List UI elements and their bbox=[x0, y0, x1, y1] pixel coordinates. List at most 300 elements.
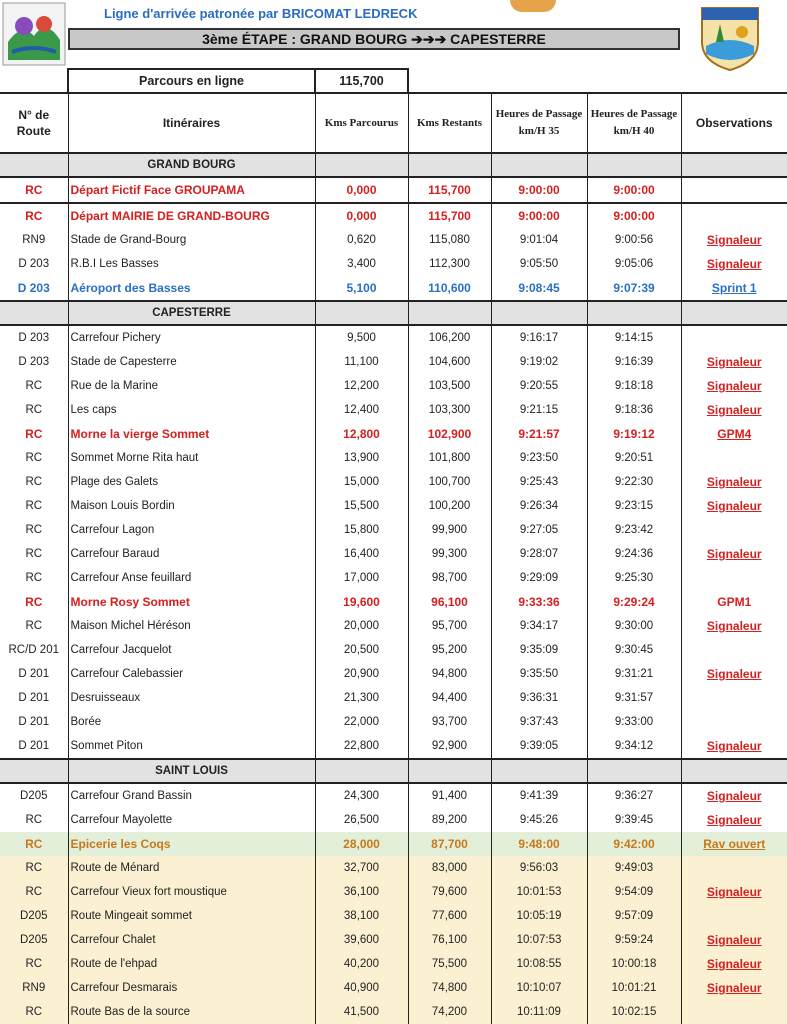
observation-cell bbox=[681, 638, 787, 662]
time-35-cell: 9:08:45 bbox=[491, 276, 587, 301]
observation-label: Signaleur bbox=[706, 981, 762, 995]
itinerary-cell: Sommet Morne Rita haut bbox=[68, 446, 315, 470]
table-row bbox=[0, 203, 787, 228]
route-cell: D205 bbox=[0, 928, 68, 952]
observation-cell bbox=[681, 808, 787, 832]
time-35-cell: 9:29:09 bbox=[491, 566, 587, 590]
time-35-cell: 9:34:17 bbox=[491, 614, 587, 638]
observation-label: Signaleur bbox=[706, 403, 762, 417]
time-35-cell: 9:35:09 bbox=[491, 638, 587, 662]
route-cell: D 203 bbox=[0, 276, 68, 301]
stage-title: 3ème ÉTAPE : GRAND BOURG ➔➔➔ CAPESTERRE bbox=[68, 28, 680, 50]
kms-restants-cell: 98,700 bbox=[408, 566, 491, 590]
itinerary-cell: Les caps bbox=[68, 398, 315, 422]
time-35-cell: 10:10:07 bbox=[491, 976, 587, 1000]
time-40-cell: 9:07:39 bbox=[587, 276, 681, 301]
itinerary-cell: Carrefour Lagon bbox=[68, 518, 315, 542]
observation-cell bbox=[681, 276, 787, 301]
observation-cell bbox=[681, 710, 787, 734]
kms-restants-cell: 115,700 bbox=[408, 203, 491, 228]
observation-label: Sprint 1 bbox=[711, 281, 757, 295]
observation-label: Signaleur bbox=[706, 813, 762, 827]
route-cell: RC bbox=[0, 494, 68, 518]
itinerary-cell: Carrefour Vieux fort moustique bbox=[68, 880, 315, 904]
route-cell: RC bbox=[0, 832, 68, 856]
route-cell: RN9 bbox=[0, 228, 68, 252]
time-40-cell: 9:00:56 bbox=[587, 228, 681, 252]
time-40-cell: 10:00:18 bbox=[587, 952, 681, 976]
route-cell: RC bbox=[0, 518, 68, 542]
time-35-cell: 9:21:57 bbox=[491, 422, 587, 446]
kms-restants-cell: 115,700 bbox=[408, 177, 491, 203]
itinerary-cell: Route Mingeait sommet bbox=[68, 904, 315, 928]
observation-label: Signaleur bbox=[706, 499, 762, 513]
observation-label: Signaleur bbox=[706, 379, 762, 393]
section-name: SAINT LOUIS bbox=[68, 759, 315, 783]
kms-restants-cell: 76,100 bbox=[408, 928, 491, 952]
route-cell: RC/D 201 bbox=[0, 638, 68, 662]
time-35-cell: 9:28:07 bbox=[491, 542, 587, 566]
table-row bbox=[0, 904, 787, 928]
observation-cell bbox=[681, 566, 787, 590]
parcours-value: 115,700 bbox=[315, 69, 408, 93]
table-row bbox=[0, 494, 787, 518]
route-cell: D 201 bbox=[0, 686, 68, 710]
observation-cell bbox=[681, 177, 787, 203]
kms-restants-cell: 96,100 bbox=[408, 590, 491, 614]
observation-cell bbox=[681, 350, 787, 374]
observation-cell bbox=[681, 518, 787, 542]
time-35-cell: 9:19:02 bbox=[491, 350, 587, 374]
observation-cell bbox=[681, 374, 787, 398]
route-cell: RC bbox=[0, 542, 68, 566]
kms-restants-cell: 83,000 bbox=[408, 856, 491, 880]
observation-cell bbox=[681, 252, 787, 276]
kms-parcourus-cell: 9,500 bbox=[315, 325, 408, 350]
kms-restants-cell: 94,800 bbox=[408, 662, 491, 686]
itinerary-cell: Carrefour Calebassier bbox=[68, 662, 315, 686]
route-cell: RC bbox=[0, 808, 68, 832]
time-35-cell: 9:41:39 bbox=[491, 783, 587, 808]
kms-parcourus-cell: 32,700 bbox=[315, 856, 408, 880]
time-40-cell: 9:31:21 bbox=[587, 662, 681, 686]
itinerary-cell: Borée bbox=[68, 710, 315, 734]
time-40-cell: 9:39:45 bbox=[587, 808, 681, 832]
kms-restants-cell: 75,500 bbox=[408, 952, 491, 976]
kms-restants-cell: 74,200 bbox=[408, 1000, 491, 1024]
kms-restants-cell: 93,700 bbox=[408, 710, 491, 734]
route-cell: RC bbox=[0, 590, 68, 614]
col-route-no: N° de Route bbox=[0, 93, 68, 153]
time-35-cell: 9:20:55 bbox=[491, 374, 587, 398]
table-row bbox=[0, 1000, 787, 1024]
kms-restants-cell: 110,600 bbox=[408, 276, 491, 301]
route-cell: RC bbox=[0, 880, 68, 904]
observation-label: Signaleur bbox=[706, 547, 762, 561]
itinerary-cell: Desruisseaux bbox=[68, 686, 315, 710]
kms-parcourus-cell: 15,800 bbox=[315, 518, 408, 542]
kms-parcourus-cell: 12,200 bbox=[315, 374, 408, 398]
observation-label: Signaleur bbox=[706, 619, 762, 633]
parcours-label: Parcours en ligne bbox=[68, 69, 315, 93]
time-40-cell: 9:30:00 bbox=[587, 614, 681, 638]
itinerary-cell: Carrefour Grand Bassin bbox=[68, 783, 315, 808]
kms-parcourus-cell: 22,000 bbox=[315, 710, 408, 734]
time-40-cell: 9:14:15 bbox=[587, 325, 681, 350]
section-header bbox=[0, 153, 787, 177]
kms-parcourus-cell: 40,900 bbox=[315, 976, 408, 1000]
kms-parcourus-cell: 19,600 bbox=[315, 590, 408, 614]
route-cell: D205 bbox=[0, 904, 68, 928]
sponsor-line: Ligne d'arrivée patronée par BRICOMAT LEDRECK bbox=[104, 6, 418, 21]
observation-cell bbox=[681, 422, 787, 446]
kms-restants-cell: 104,600 bbox=[408, 350, 491, 374]
observation-label: Signaleur bbox=[706, 885, 762, 899]
kms-restants-cell: 115,080 bbox=[408, 228, 491, 252]
time-35-cell: 9:26:34 bbox=[491, 494, 587, 518]
time-40-cell: 9:31:57 bbox=[587, 686, 681, 710]
route-cell: RC bbox=[0, 446, 68, 470]
itinerary-cell: Morne Rosy Sommet bbox=[68, 590, 315, 614]
observation-cell bbox=[681, 662, 787, 686]
kms-parcourus-cell: 17,000 bbox=[315, 566, 408, 590]
observation-cell bbox=[681, 856, 787, 880]
table-row bbox=[0, 808, 787, 832]
kms-restants-cell: 100,200 bbox=[408, 494, 491, 518]
route-cell: D 203 bbox=[0, 325, 68, 350]
observation-label: Rav ouvert bbox=[703, 837, 766, 851]
table-row bbox=[0, 350, 787, 374]
itinerary-cell: Aéroport des Basses bbox=[68, 276, 315, 301]
table-row bbox=[0, 325, 787, 350]
time-40-cell: 9:34:12 bbox=[587, 734, 681, 759]
kms-parcourus-cell: 0,000 bbox=[315, 177, 408, 203]
kms-parcourus-cell: 0,620 bbox=[315, 228, 408, 252]
kms-restants-cell: 103,300 bbox=[408, 398, 491, 422]
time-35-cell: 9:00:00 bbox=[491, 177, 587, 203]
itinerary-cell: Stade de Capesterre bbox=[68, 350, 315, 374]
time-35-cell: 9:25:43 bbox=[491, 470, 587, 494]
time-40-cell: 9:05:06 bbox=[587, 252, 681, 276]
route-cell: D 201 bbox=[0, 710, 68, 734]
table-row bbox=[0, 252, 787, 276]
observation-cell bbox=[681, 734, 787, 759]
observation-cell bbox=[681, 783, 787, 808]
kms-restants-cell: 99,300 bbox=[408, 542, 491, 566]
time-40-cell: 9:20:51 bbox=[587, 446, 681, 470]
observation-cell bbox=[681, 880, 787, 904]
observation-cell bbox=[681, 203, 787, 228]
itinerary-cell: Route de l'ehpad bbox=[68, 952, 315, 976]
kms-restants-cell: 102,900 bbox=[408, 422, 491, 446]
table-row bbox=[0, 952, 787, 976]
section-header bbox=[0, 759, 787, 783]
observation-label: Signaleur bbox=[706, 957, 762, 971]
kms-restants-cell: 92,900 bbox=[408, 734, 491, 759]
kms-restants-cell: 77,600 bbox=[408, 904, 491, 928]
route-cell: D 201 bbox=[0, 734, 68, 759]
observation-label: Signaleur bbox=[706, 789, 762, 803]
kms-restants-cell: 106,200 bbox=[408, 325, 491, 350]
table-row bbox=[0, 446, 787, 470]
observation-cell bbox=[681, 1000, 787, 1024]
kms-parcourus-cell: 11,100 bbox=[315, 350, 408, 374]
time-35-cell: 9:05:50 bbox=[491, 252, 587, 276]
itinerary-cell: Carrefour Mayolette bbox=[68, 808, 315, 832]
time-40-cell: 9:24:36 bbox=[587, 542, 681, 566]
kms-parcourus-cell: 5,100 bbox=[315, 276, 408, 301]
kms-restants-cell: 79,600 bbox=[408, 880, 491, 904]
event-logo-left bbox=[2, 2, 66, 66]
itinerary-cell: Maison Michel Héréson bbox=[68, 614, 315, 638]
table-row bbox=[0, 734, 787, 759]
time-35-cell: 9:37:43 bbox=[491, 710, 587, 734]
time-40-cell: 10:02:15 bbox=[587, 1000, 681, 1024]
observation-cell bbox=[681, 832, 787, 856]
time-35-cell: 9:33:36 bbox=[491, 590, 587, 614]
kms-parcourus-cell: 13,900 bbox=[315, 446, 408, 470]
table-row bbox=[0, 783, 787, 808]
time-40-cell: 9:57:09 bbox=[587, 904, 681, 928]
observation-cell bbox=[681, 325, 787, 350]
observation-label: Signaleur bbox=[706, 355, 762, 369]
table-row bbox=[0, 662, 787, 686]
kms-parcourus-cell: 24,300 bbox=[315, 783, 408, 808]
kms-parcourus-cell: 39,600 bbox=[315, 928, 408, 952]
kms-parcourus-cell: 28,000 bbox=[315, 832, 408, 856]
itinerary-cell: Rue de la Marine bbox=[68, 374, 315, 398]
route-cell: D205 bbox=[0, 783, 68, 808]
table-row bbox=[0, 374, 787, 398]
route-cell: RC bbox=[0, 566, 68, 590]
col-heures-35: Heures de Passage km/H 35 bbox=[491, 93, 587, 153]
itinerary-cell: Route de Ménard bbox=[68, 856, 315, 880]
kms-restants-cell: 95,700 bbox=[408, 614, 491, 638]
time-35-cell: 10:01:53 bbox=[491, 880, 587, 904]
col-heures-40: Heures de Passage km/H 40 bbox=[587, 93, 681, 153]
observation-cell bbox=[681, 686, 787, 710]
event-crest-logo bbox=[696, 2, 764, 72]
kms-parcourus-cell: 40,200 bbox=[315, 952, 408, 976]
observation-cell bbox=[681, 928, 787, 952]
time-40-cell: 9:54:09 bbox=[587, 880, 681, 904]
col-itineraires: Itinéraires bbox=[68, 93, 315, 153]
route-cell: RC bbox=[0, 1000, 68, 1024]
time-35-cell: 9:23:50 bbox=[491, 446, 587, 470]
time-35-cell: 9:36:31 bbox=[491, 686, 587, 710]
kms-restants-cell: 100,700 bbox=[408, 470, 491, 494]
table-row bbox=[0, 542, 787, 566]
itinerary-cell: Carrefour Jacquelot bbox=[68, 638, 315, 662]
time-35-cell: 9:39:05 bbox=[491, 734, 587, 759]
route-cell: RC bbox=[0, 952, 68, 976]
time-40-cell: 9:36:27 bbox=[587, 783, 681, 808]
kms-restants-cell: 94,400 bbox=[408, 686, 491, 710]
table-row bbox=[0, 614, 787, 638]
time-40-cell: 9:23:42 bbox=[587, 518, 681, 542]
kms-restants-cell: 112,300 bbox=[408, 252, 491, 276]
itinerary-cell: Carrefour Baraud bbox=[68, 542, 315, 566]
table-row bbox=[0, 398, 787, 422]
table-row bbox=[0, 880, 787, 904]
time-35-cell: 10:05:19 bbox=[491, 904, 587, 928]
kms-parcourus-cell: 0,000 bbox=[315, 203, 408, 228]
route-cell: D 203 bbox=[0, 252, 68, 276]
time-40-cell: 9:33:00 bbox=[587, 710, 681, 734]
itinerary-cell: Départ Fictif Face GROUPAMA bbox=[68, 177, 315, 203]
col-kms-restants: Kms Restants bbox=[408, 93, 491, 153]
table-row bbox=[0, 470, 787, 494]
observation-cell bbox=[681, 494, 787, 518]
kms-parcourus-cell: 20,500 bbox=[315, 638, 408, 662]
route-table bbox=[0, 68, 787, 1024]
time-35-cell: 9:48:00 bbox=[491, 832, 587, 856]
kms-restants-cell: 101,800 bbox=[408, 446, 491, 470]
observation-label: GPM1 bbox=[717, 595, 752, 609]
itinerary-cell: Carrefour Chalet bbox=[68, 928, 315, 952]
time-40-cell: 9:25:30 bbox=[587, 566, 681, 590]
observation-cell bbox=[681, 904, 787, 928]
observation-label: Signaleur bbox=[706, 933, 762, 947]
time-35-cell: 9:21:15 bbox=[491, 398, 587, 422]
kms-restants-cell: 95,200 bbox=[408, 638, 491, 662]
kms-restants-cell: 89,200 bbox=[408, 808, 491, 832]
itinerary-cell: Morne la vierge Sommet bbox=[68, 422, 315, 446]
table-row bbox=[0, 518, 787, 542]
kms-parcourus-cell: 16,400 bbox=[315, 542, 408, 566]
route-cell: RC bbox=[0, 203, 68, 228]
kms-parcourus-cell: 15,500 bbox=[315, 494, 408, 518]
sponsor-logo-partial bbox=[510, 0, 556, 12]
kms-parcourus-cell: 36,100 bbox=[315, 880, 408, 904]
table-row bbox=[0, 710, 787, 734]
itinerary-cell: Stade de Grand-Bourg bbox=[68, 228, 315, 252]
kms-parcourus-cell: 15,000 bbox=[315, 470, 408, 494]
kms-parcourus-cell: 20,900 bbox=[315, 662, 408, 686]
time-35-cell: 9:01:04 bbox=[491, 228, 587, 252]
table-row bbox=[0, 276, 787, 301]
observation-cell bbox=[681, 228, 787, 252]
section-header bbox=[0, 301, 787, 325]
table-row bbox=[0, 422, 787, 446]
kms-parcourus-cell: 26,500 bbox=[315, 808, 408, 832]
itinerary-cell: Carrefour Anse feuillard bbox=[68, 566, 315, 590]
table-row bbox=[0, 638, 787, 662]
route-cell: RC bbox=[0, 374, 68, 398]
kms-parcourus-cell: 22,800 bbox=[315, 734, 408, 759]
route-cell: RC bbox=[0, 470, 68, 494]
time-40-cell: 9:30:45 bbox=[587, 638, 681, 662]
section-name: GRAND BOURG bbox=[68, 153, 315, 177]
time-40-cell: 9:16:39 bbox=[587, 350, 681, 374]
table-row bbox=[0, 686, 787, 710]
observation-label: Signaleur bbox=[706, 257, 762, 271]
time-40-cell: 9:29:24 bbox=[587, 590, 681, 614]
itinerary-cell: Carrefour Desmarais bbox=[68, 976, 315, 1000]
col-kms-parcourus: Kms Parcourus bbox=[315, 93, 408, 153]
route-cell: RC bbox=[0, 422, 68, 446]
kms-parcourus-cell: 21,300 bbox=[315, 686, 408, 710]
kms-parcourus-cell: 3,400 bbox=[315, 252, 408, 276]
table-row bbox=[0, 832, 787, 856]
itinerary-cell: Carrefour Pichery bbox=[68, 325, 315, 350]
route-cell: D 203 bbox=[0, 350, 68, 374]
kms-parcourus-cell: 20,000 bbox=[315, 614, 408, 638]
route-cell: RC bbox=[0, 398, 68, 422]
itinerary-cell: Sommet Piton bbox=[68, 734, 315, 759]
kms-restants-cell: 103,500 bbox=[408, 374, 491, 398]
kms-parcourus-cell: 38,100 bbox=[315, 904, 408, 928]
itinerary-cell: Route Bas de la source bbox=[68, 1000, 315, 1024]
time-35-cell: 9:16:17 bbox=[491, 325, 587, 350]
observation-cell bbox=[681, 446, 787, 470]
time-40-cell: 9:18:36 bbox=[587, 398, 681, 422]
table-row bbox=[0, 590, 787, 614]
time-35-cell: 9:35:50 bbox=[491, 662, 587, 686]
observation-label: Signaleur bbox=[706, 667, 762, 681]
col-observations: Observations bbox=[681, 93, 787, 153]
time-40-cell: 9:42:00 bbox=[587, 832, 681, 856]
time-40-cell: 9:22:30 bbox=[587, 470, 681, 494]
time-40-cell: 9:23:15 bbox=[587, 494, 681, 518]
route-cell: RC bbox=[0, 856, 68, 880]
table-row bbox=[0, 928, 787, 952]
time-40-cell: 10:01:21 bbox=[587, 976, 681, 1000]
time-40-cell: 9:59:24 bbox=[587, 928, 681, 952]
time-35-cell: 10:08:55 bbox=[491, 952, 587, 976]
route-cell: RN9 bbox=[0, 976, 68, 1000]
kms-restants-cell: 74,800 bbox=[408, 976, 491, 1000]
table-row bbox=[0, 976, 787, 1000]
time-35-cell: 9:45:26 bbox=[491, 808, 587, 832]
time-40-cell: 9:00:00 bbox=[587, 177, 681, 203]
time-35-cell: 9:00:00 bbox=[491, 203, 587, 228]
time-40-cell: 9:49:03 bbox=[587, 856, 681, 880]
route-cell: RC bbox=[0, 614, 68, 638]
time-35-cell: 10:11:09 bbox=[491, 1000, 587, 1024]
time-35-cell: 9:27:05 bbox=[491, 518, 587, 542]
observation-cell bbox=[681, 398, 787, 422]
kms-parcourus-cell: 12,400 bbox=[315, 398, 408, 422]
table-row bbox=[0, 566, 787, 590]
kms-restants-cell: 87,700 bbox=[408, 832, 491, 856]
itinerary-cell: Départ MAIRIE DE GRAND-BOURG bbox=[68, 203, 315, 228]
table-header bbox=[0, 93, 787, 153]
kms-restants-cell: 99,900 bbox=[408, 518, 491, 542]
itinerary-cell: Maison Louis Bordin bbox=[68, 494, 315, 518]
time-35-cell: 9:56:03 bbox=[491, 856, 587, 880]
observation-label: GPM4 bbox=[717, 427, 752, 441]
route-cell: RC bbox=[0, 177, 68, 203]
observation-cell bbox=[681, 952, 787, 976]
kms-parcourus-cell: 12,800 bbox=[315, 422, 408, 446]
kms-parcourus-cell: 41,500 bbox=[315, 1000, 408, 1024]
observation-cell bbox=[681, 542, 787, 566]
itinerary-cell: R.B.I Les Basses bbox=[68, 252, 315, 276]
time-40-cell: 9:18:18 bbox=[587, 374, 681, 398]
parcours-row bbox=[0, 69, 787, 93]
time-40-cell: 9:19:12 bbox=[587, 422, 681, 446]
observation-label: Signaleur bbox=[706, 739, 762, 753]
table-row bbox=[0, 856, 787, 880]
itinerary-cell: Plage des Galets bbox=[68, 470, 315, 494]
observation-cell bbox=[681, 590, 787, 614]
observation-label: Signaleur bbox=[706, 475, 762, 489]
time-35-cell: 10:07:53 bbox=[491, 928, 587, 952]
table-row bbox=[0, 228, 787, 252]
table-row bbox=[0, 177, 787, 203]
route-cell: D 201 bbox=[0, 662, 68, 686]
